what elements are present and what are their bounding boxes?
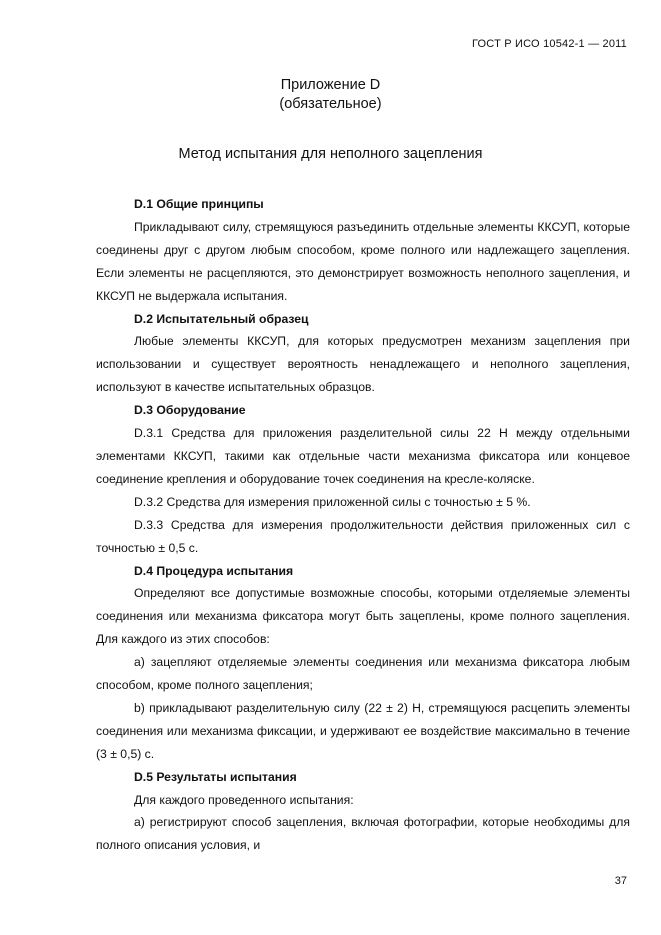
document-header: ГОСТ Р ИСО 10542-1 — 2011 bbox=[472, 38, 627, 50]
document-body bbox=[96, 193, 630, 857]
paragraph: D.3.3 Средства для измерения продолжительности действия приложенных сил с точностью ± 0,5 с. bbox=[96, 517, 630, 555]
paragraph: D.3.1 Средства для приложения разделительной силы 22 Н между отдельными элементами ККСУП, такими как отдельные части механизма фиксатора или концевое соединение крепления и оборудование точек соединения на кресле-коляске. bbox=[96, 426, 630, 486]
heading-test-results: D.5 Результаты испытания bbox=[134, 769, 297, 784]
paragraph: D.3.2 Средства для измерения приложенной силы с точностью ± 5 %. bbox=[134, 494, 531, 509]
paragraph: Определяют все допустимые возможные способы, которыми отделяемые элементы соединения или механизма фиксатора могут быть зацеплены, кроме полного зацепления. Для каждого из этих способов: bbox=[96, 586, 630, 647]
page-number: 37 bbox=[614, 875, 627, 887]
list-item: а) зацепляют отделяемые элементы соединения или механизма фиксатора любым способом, кроме полного зацепления; bbox=[96, 655, 630, 693]
heading-general-principles: D.1 Общие принципы bbox=[134, 197, 264, 211]
paragraph: Любые элементы ККСУП, для которых предусмотрен механизм зацепления при использовании и существует вероятность ненадлежащего и неполного зацепления, используют в качестве испытательных образцов. bbox=[96, 334, 630, 395]
section-title: Метод испытания для неполного зацепления bbox=[178, 146, 483, 162]
paragraph: Прикладывают силу, стремящуюся разъединить отдельные элементы ККСУП, которые соединены друг с другом любым способом, кроме полного или надлежащего зацепления. Если элементы не расцепляются, это демонстрирует возможность неполного зацепления, и ККСУП не выдержала испытания. bbox=[96, 219, 630, 303]
appendix-status: (обязательное) bbox=[279, 96, 382, 112]
appendix-title: Приложение D bbox=[280, 77, 381, 93]
list-item: b) прикладывают разделительную силу (22 ± 2) Н, стремящуюся расцепить элементы соединения или механизма фиксации, и удерживают ее воздействие максимально в течение (3 ± 0,5) с. bbox=[96, 700, 630, 761]
heading-test-sample: D.2 Испытательный образец bbox=[134, 311, 309, 326]
heading-equipment: D.3 Оборудование bbox=[134, 403, 246, 418]
paragraph: Для каждого проведенного испытания: bbox=[134, 792, 354, 807]
list-item: а) регистрируют способ зацепления, включая фотографии, которые необходимы для полного описания условия, и bbox=[96, 815, 630, 853]
heading-test-procedure: D.4 Процедура испытания bbox=[134, 563, 294, 578]
